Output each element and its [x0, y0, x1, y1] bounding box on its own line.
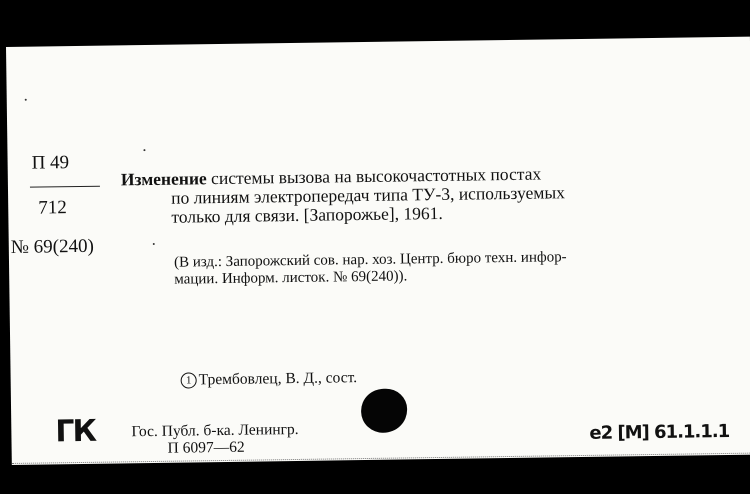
library-line-1: Гос. Публ. б-ка. Ленингр. [131, 420, 299, 441]
title-line-1-rest: системы вызова на высокочастотных постах [210, 163, 542, 189]
author-entry [181, 369, 358, 389]
title-keyword: Изменение [120, 168, 207, 190]
author-name: Трембовлец, В. Д., сост. [198, 369, 358, 389]
handwritten-mark-right: е2 [М] 61.1.1.1 [589, 420, 730, 444]
ink-blot [361, 388, 408, 433]
speck [143, 149, 145, 151]
title-line-2: по линиям электропередач типа ТУ-3, используемых [170, 182, 566, 208]
shelf-mark-rule [30, 186, 100, 188]
card-bottom-edge [12, 453, 750, 465]
library-line-2: П 6097—62 [167, 438, 245, 457]
issue-number: № 69(240) [10, 235, 94, 258]
catalog-card [6, 37, 750, 465]
handwritten-mark-left: ГК [55, 413, 96, 450]
title-line-3: только для связи. [Запорожье], 1961. [171, 202, 443, 227]
author-marker: 1 [181, 372, 197, 388]
speck [153, 243, 155, 245]
publication-note-line-1: (В изд.: Запорожский сов. нар. хоз. Центр. бюро техн. инфор- [173, 249, 567, 271]
shelf-mark-bottom: 712 [38, 197, 67, 219]
speck [25, 99, 27, 101]
shelf-mark-top: П 49 [31, 152, 70, 174]
publication-note-line-2: мации. Информ. листок. № 69(240)). [174, 268, 408, 288]
